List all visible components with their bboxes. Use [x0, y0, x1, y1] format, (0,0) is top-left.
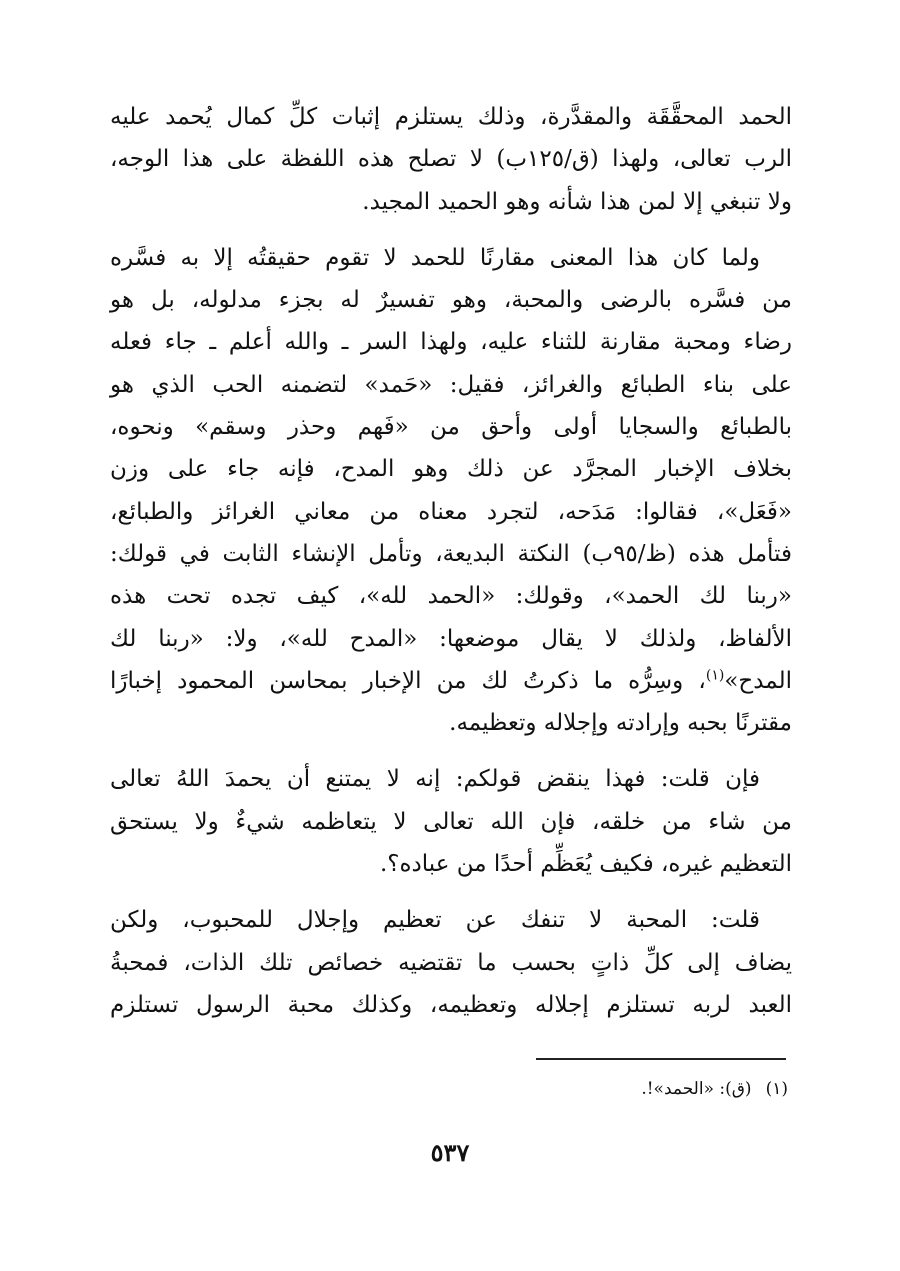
text-line: ولا تنبغي إلا لمن هذا شأنه وهو الحميد المجيد. [362, 188, 792, 215]
text-line: رضاء ومحبة مقارنة للثناء عليه، ولهذا السر ـ والله أعلم ـ جاء فعله [110, 329, 792, 356]
footnote-reference[interactable]: (١) [705, 667, 725, 684]
text-line: «فَعَل»، فقالوا: مَدَحه، لتجرد معناه من معاني الغرائز والطبائع، [110, 498, 792, 525]
text-line: الرب تعالى، ولهذا (ق/١٢٥ب) لا تصلح هذه اللفظة على هذا الوجه، [110, 146, 792, 173]
footnote [641, 1074, 788, 1104]
paragraph-3 [110, 758, 792, 885]
text-line: بخلاف الإخبار المجرَّد عن ذلك وهو المدح، فإنه جاء على وزن [110, 456, 792, 483]
text-line: من شاء من خلقه، فإن الله تعالى لا يتعاظمه شيءٌ ولا يستحق [110, 808, 792, 835]
text-line-with-footnote [110, 660, 792, 702]
text-line: مقترنًا بحبه وإرادته وإجلاله وتعظيمه. [449, 710, 792, 737]
text-line: قلت: المحبة لا تنفك عن تعظيم وإجلال للمحبوب، ولكن [110, 907, 760, 934]
text-fragment: ، وسِرُّه ما ذكرتُ لك من الإخبار بمحاسن المحمود إخبارًا [110, 667, 706, 694]
footnote-text: (ق): «الحمد»!. [641, 1079, 752, 1099]
footnote-number: (١) [765, 1079, 788, 1099]
text-line: من فسَّره بالرضى والمحبة، وهو تفسيرٌ له بجزء مدلوله، بل هو [110, 287, 792, 314]
paragraph-4 [110, 899, 792, 1026]
page-number: ٥٣٧ [430, 1138, 470, 1167]
text-line: على بناء الطبائع والغرائز، فقيل: «حَمد» لتضمنه الحب الذي هو [110, 371, 792, 398]
text-line: ولما كان هذا المعنى مقارنًا للحمد لا تقوم حقيقتُه إلا به فسَّره [110, 244, 760, 271]
text-line: الألفاظ، ولذلك لا يقال موضعها: «المدح لله»، ولا: «ربنا لك [110, 625, 792, 652]
page-body [110, 96, 792, 1040]
text-fragment: المدح» [724, 667, 792, 694]
text-line: فتأمل هذه (ظ/٩٥ب) النكتة البديعة، وتأمل الإنشاء الثابت في قولك: [110, 540, 792, 567]
paragraph-2 [110, 237, 792, 745]
text-line: بالطبائع والسجايا أولى وأحق من «فَهم وحذر وسقم» ونحوه، [110, 414, 792, 441]
text-line: «ربنا لك الحمد»، وقولك: «الحمد لله»، كيف تجده تحت هذه [110, 583, 792, 610]
text-line: يضاف إلى كلِّ ذاتٍ بحسب ما تقتضيه خصائص تلك الذات، فمحبةُ [110, 949, 792, 976]
text-line: فإن قلت: فهذا ينقض قولكم: إنه لا يمتنع أن يحمدَ اللهُ تعالى [110, 766, 760, 793]
text-line: العبد لربه تستلزم إجلاله وتعظيمه، وكذلك محبة الرسول تستلزم [110, 991, 792, 1018]
text-line: التعظيم غيره، فكيف يُعَظِّم أحدًا من عباده؟. [379, 851, 792, 878]
paragraph-1 [110, 96, 792, 223]
footnote-separator [536, 1058, 786, 1060]
text-line: الحمد المحقَّقَة والمقدَّرة، وذلك يستلزم إثبات كلِّ كمال يُحمد عليه [110, 104, 792, 130]
